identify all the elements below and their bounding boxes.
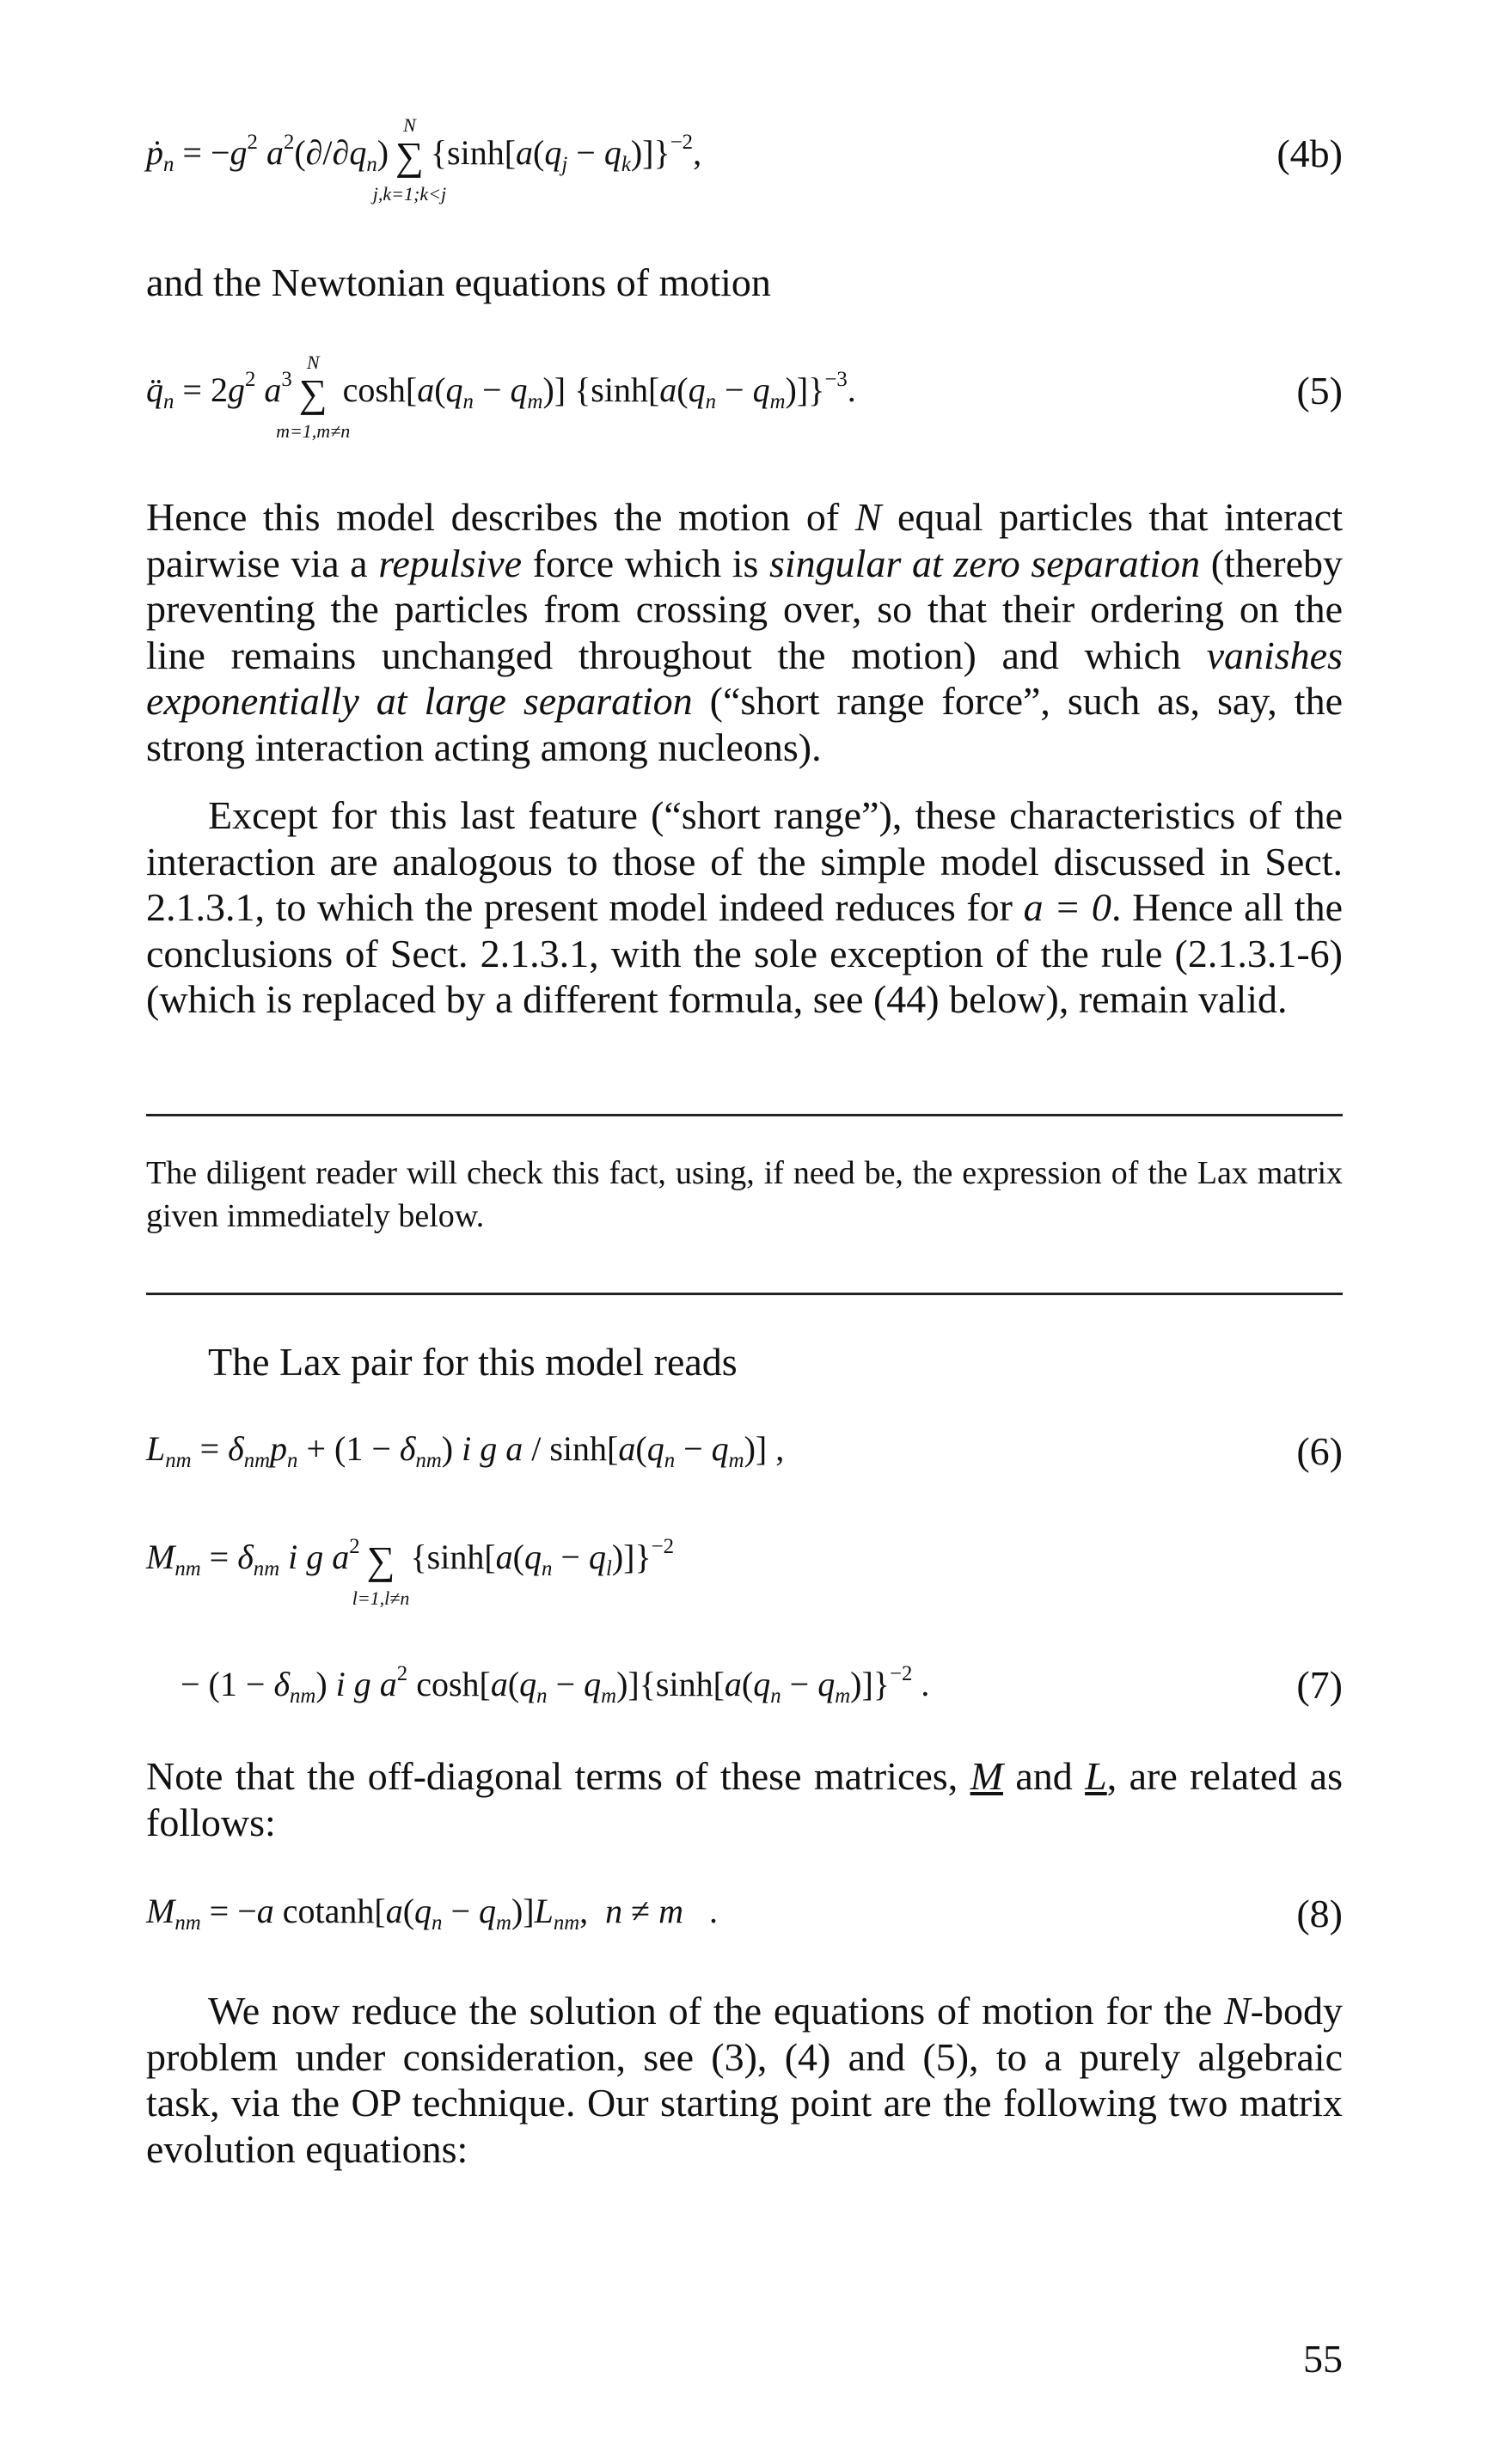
equation-number: (7) xyxy=(1296,1663,1343,1707)
paragraph-newtonian: and the Newtonian equations of motion xyxy=(146,260,771,304)
equation-4b-formula: ṗ$_n$ = $-g^2$ $a^2(\partial/\partial q_n)$ N ∑ j,k=1;k<j $\{\sinh[a(q_j - q_k)]\}^{-2}$, xyxy=(146,113,702,205)
equation-number: (6) xyxy=(1296,1429,1343,1473)
equation-7-formula-line-2: − $(1 - \delta_{nm})$ i g $a^2$ $\cosh[a(q_n - q_m)]\{\sinh[a(q_n - q_m)]\}^{-2}$ . xyxy=(181,1662,930,1708)
equation-6-formula: $L_{nm} = \delta_{nm}p_n + (1 - \delta_{nm})$ i g $a / \sinh[a(q_n - q_m)]$ , xyxy=(146,1429,785,1472)
footnote: The diligent reader will check this fact, using, if need be, the expression of the Lax matrix given immediately below. xyxy=(146,1155,1343,1234)
paragraph-hence: Hence this model describes the motion of N equal particles that interact pairwise via a repulsive force which is singular at zero separation (thereby preventing the particles from crossing over, so that their ordering on the line remains unchanged throughout the motion) and which vanishes exponentially at large separation (“short range force”, such as, say, the strong interaction acting among nucleons). xyxy=(146,495,1343,769)
equation-5 xyxy=(146,351,1343,442)
equation-number: (5) xyxy=(1296,369,1343,413)
equation-8-formula: $M_{nm} = -a$ $cotanh[a(q_n - q_m)]L_{nm}$, n ≠ m . xyxy=(146,1892,718,1935)
paragraph-note: Note that the off-diagonal terms of these matrices, M and L, are related as follows: xyxy=(146,1754,1343,1844)
footnote-rule-bottom xyxy=(146,1293,1343,1295)
equation-4b xyxy=(146,113,1343,205)
sum-symbol: N ∑ m=1,m≠n xyxy=(276,351,351,442)
paragraph-reduce: We now reduce the solution of the equations of motion for the N-body problem under consideration, see (3), (4) and (5), to a purely algebraic task, via the OP technique. Our starting point are the following two matrix evolution equations: xyxy=(146,1989,1343,2171)
equation-7-formula-line-1: $M_{nm} = \delta_{nm}$ i g $a^2$ ∑ l=1,l≠n $\{\sinh[a(q_n - q_l)]\}^{-2}$ xyxy=(146,1535,675,1609)
equation-7-line-1 xyxy=(146,1535,1343,1609)
footnote-rule-top xyxy=(146,1114,1343,1116)
equation-5-formula: $q̈_n = 2g^2$ $a^3$ N ∑ m=1,m≠n $\cosh[a(q_n - q_m)] \{\sinh[a(q_n - q_m)]\}^{-3}$. xyxy=(146,351,856,442)
sum-symbol: N ∑ j,k=1;k<j xyxy=(372,113,447,205)
equation-8 xyxy=(146,1891,1343,1960)
page-number: 55 xyxy=(1303,2337,1343,2381)
sum-symbol: ∑ l=1,l≠n xyxy=(352,1538,410,1609)
equation-6 xyxy=(146,1428,1343,1497)
equation-number: (8) xyxy=(1296,1892,1343,1935)
equation-number: (4b) xyxy=(1276,131,1343,175)
equation-7-line-2 xyxy=(146,1662,1343,1731)
paragraph-lax-intro: The Lax pair for this model reads xyxy=(208,1340,738,1384)
paragraph-except: Except for this last feature (“short range”), these characteristics of the interaction are analogous to those of the simple model discussed in Sect. 2.1.3.1, to which the present model indeed reduces for a = 0. Hence all the conclusions of Sect. 2.1.3.1, with the sole exception of the rule (2.1.3.1-6) (which is replaced by a different formula, see (44) below), remain valid. xyxy=(146,793,1343,1021)
